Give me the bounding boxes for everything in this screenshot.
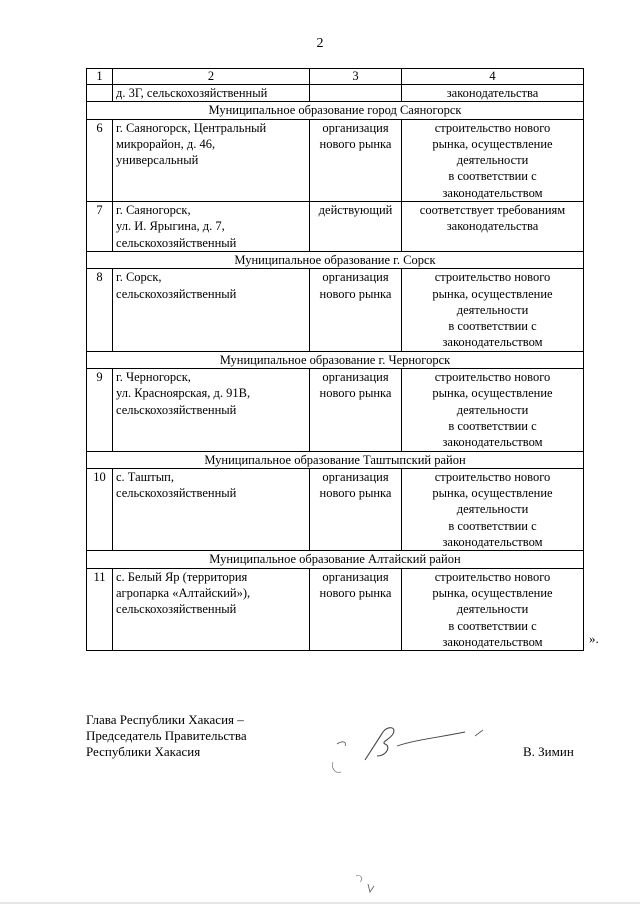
section-heading-row bbox=[87, 351, 584, 368]
address-cell-line: г. Саяногорск, Центральный bbox=[116, 120, 267, 135]
plan-cell-line: в соответствии с bbox=[448, 518, 537, 533]
plan-cell bbox=[402, 468, 584, 550]
plan-cell-line: деятельности bbox=[456, 602, 529, 617]
header-col-4: 4 bbox=[402, 69, 584, 85]
row-number-cell bbox=[87, 85, 113, 102]
table-header-row bbox=[87, 69, 584, 85]
row-number-cell: 6 bbox=[87, 119, 113, 201]
status-cell-line: организация bbox=[322, 120, 389, 135]
table-row-continuation bbox=[87, 85, 584, 102]
header-col-1: 1 bbox=[87, 69, 113, 85]
address-cell-line: ул. Красноярская, д. 91В, bbox=[116, 386, 251, 401]
plan-cell bbox=[402, 85, 584, 102]
address-cell-line: сельскохозяйственный bbox=[116, 235, 237, 250]
plan-cell-line: законодательством bbox=[442, 185, 543, 200]
plan-cell-line: строительство нового bbox=[434, 270, 551, 285]
row-number-cell: 9 bbox=[87, 369, 113, 451]
header-col-3: 3 bbox=[310, 69, 402, 85]
signature-line: Глава Республики Хакасия – bbox=[86, 712, 244, 727]
markets-table bbox=[86, 68, 584, 651]
address-cell-line: универсальный bbox=[116, 153, 199, 168]
address-cell bbox=[113, 468, 310, 550]
status-cell-line: нового рынка bbox=[319, 286, 392, 301]
plan-cell bbox=[402, 369, 584, 451]
address-cell-line: сельскохозяйственный bbox=[116, 402, 237, 417]
plan-cell-line: в соответствии с bbox=[448, 418, 537, 433]
section-heading-row bbox=[87, 551, 584, 568]
plan-cell-line: рынка, осуществление bbox=[432, 136, 553, 151]
signer-name: В. Зимин bbox=[523, 744, 574, 759]
plan-cell-line: законодательства bbox=[446, 219, 539, 234]
plan-cell-line: деятельности bbox=[456, 153, 529, 168]
plan-cell-line: строительство нового bbox=[434, 370, 551, 385]
plan-cell-line: строительство нового bbox=[434, 120, 551, 135]
address-cell-line: г. Черногорск, bbox=[116, 370, 191, 385]
scan-edge bbox=[0, 902, 640, 904]
address-cell bbox=[113, 202, 310, 252]
status-cell-line: организация bbox=[322, 270, 389, 285]
plan-cell-line: законодательством bbox=[442, 535, 543, 550]
address-cell-line: сельскохозяйственный bbox=[116, 602, 237, 617]
table-row bbox=[87, 568, 584, 650]
closing-quote: ». bbox=[589, 631, 599, 646]
plan-cell-line: рынка, осуществление bbox=[432, 286, 553, 301]
status-cell bbox=[310, 568, 402, 650]
table-row bbox=[87, 369, 584, 451]
address-cell-line: микрорайон, д. 46, bbox=[116, 136, 216, 151]
status-cell bbox=[310, 269, 402, 351]
address-cell-line: сельскохозяйственный bbox=[116, 486, 237, 501]
municipality-heading: Муниципальное образование город Саяногорск bbox=[87, 102, 584, 119]
plan-cell-line: в соответствии с bbox=[448, 169, 537, 184]
row-number-cell: 11 bbox=[87, 568, 113, 650]
table-row bbox=[87, 468, 584, 550]
municipality-heading: Муниципальное образование Алтайский район bbox=[87, 551, 584, 568]
plan-cell-line: законодательством bbox=[442, 634, 543, 649]
markets-table-body bbox=[87, 69, 584, 651]
status-cell bbox=[310, 369, 402, 451]
municipality-heading: Муниципальное образование г. Сорск bbox=[87, 251, 584, 268]
municipality-heading: Муниципальное образование Таштыпский район bbox=[87, 451, 584, 468]
plan-cell-line: строительство нового bbox=[434, 569, 551, 584]
address-cell bbox=[113, 269, 310, 351]
plan-cell bbox=[402, 269, 584, 351]
plan-cell bbox=[402, 202, 584, 252]
section-heading-row bbox=[87, 451, 584, 468]
plan-cell-line: в соответствии с bbox=[448, 618, 537, 633]
status-cell-line: нового рынка bbox=[319, 486, 392, 501]
address-cell-line: сельскохозяйственный bbox=[116, 286, 237, 301]
signature-line: Республики Хакасия bbox=[86, 744, 201, 759]
plan-cell-line: законодательством bbox=[442, 335, 543, 350]
status-cell-line: организация bbox=[322, 370, 389, 385]
page-mark bbox=[350, 872, 380, 896]
plan-cell-line: законодательства bbox=[446, 86, 539, 100]
row-number-cell: 7 bbox=[87, 202, 113, 252]
address-cell-line: агропарка «Алтайский»), bbox=[116, 585, 251, 600]
address-cell-line: д. 3Г, сельскохозяйственный bbox=[116, 86, 268, 100]
plan-cell-line: деятельности bbox=[456, 302, 529, 317]
plan-cell-line: законодательством bbox=[442, 435, 543, 450]
address-cell bbox=[113, 119, 310, 201]
status-cell-line: нового рынка bbox=[319, 386, 392, 401]
address-cell-line: с. Белый Яр (территория bbox=[116, 569, 248, 584]
table-row bbox=[87, 202, 584, 252]
address-cell-line: с. Таштып, bbox=[116, 469, 174, 484]
header-col-2: 2 bbox=[113, 69, 310, 85]
table-row bbox=[87, 269, 584, 351]
plan-cell-line: деятельности bbox=[456, 402, 529, 417]
address-cell bbox=[113, 369, 310, 451]
status-cell bbox=[310, 119, 402, 201]
signature-line: Председатель Правительства bbox=[86, 728, 247, 743]
status-cell-line: действующий bbox=[318, 203, 393, 218]
address-cell-line: г. Сорск, bbox=[116, 270, 162, 285]
row-number-cell: 10 bbox=[87, 468, 113, 550]
section-heading-row bbox=[87, 102, 584, 119]
address-cell-line: г. Саяногорск, bbox=[116, 203, 191, 218]
signature-title bbox=[86, 712, 247, 760]
address-cell bbox=[113, 85, 310, 102]
row-number-cell: 8 bbox=[87, 269, 113, 351]
plan-cell bbox=[402, 568, 584, 650]
status-cell-line: организация bbox=[322, 569, 389, 584]
status-cell-line: нового рынка bbox=[319, 136, 392, 151]
status-cell bbox=[310, 468, 402, 550]
plan-cell-line: соответствует требованиям bbox=[419, 203, 566, 218]
status-cell bbox=[310, 202, 402, 252]
plan-cell bbox=[402, 119, 584, 201]
municipality-heading: Муниципальное образование г. Черногорск bbox=[87, 351, 584, 368]
plan-cell-line: в соответствии с bbox=[448, 319, 537, 334]
plan-cell-line: деятельности bbox=[456, 502, 529, 517]
status-cell-line: организация bbox=[322, 469, 389, 484]
address-cell-line: ул. И. Ярыгина, д. 7, bbox=[116, 219, 225, 234]
plan-cell-line: строительство нового bbox=[434, 469, 551, 484]
page-number: 2 bbox=[316, 36, 324, 51]
table-row bbox=[87, 119, 584, 201]
status-cell-line: нового рынка bbox=[319, 585, 392, 600]
status-cell bbox=[310, 85, 402, 102]
address-cell bbox=[113, 568, 310, 650]
handwritten-signature bbox=[325, 712, 495, 782]
plan-cell-line: рынка, осуществление bbox=[432, 486, 553, 501]
plan-cell-line: рынка, осуществление bbox=[432, 585, 553, 600]
section-heading-row bbox=[87, 251, 584, 268]
plan-cell-line: рынка, осуществление bbox=[432, 386, 553, 401]
